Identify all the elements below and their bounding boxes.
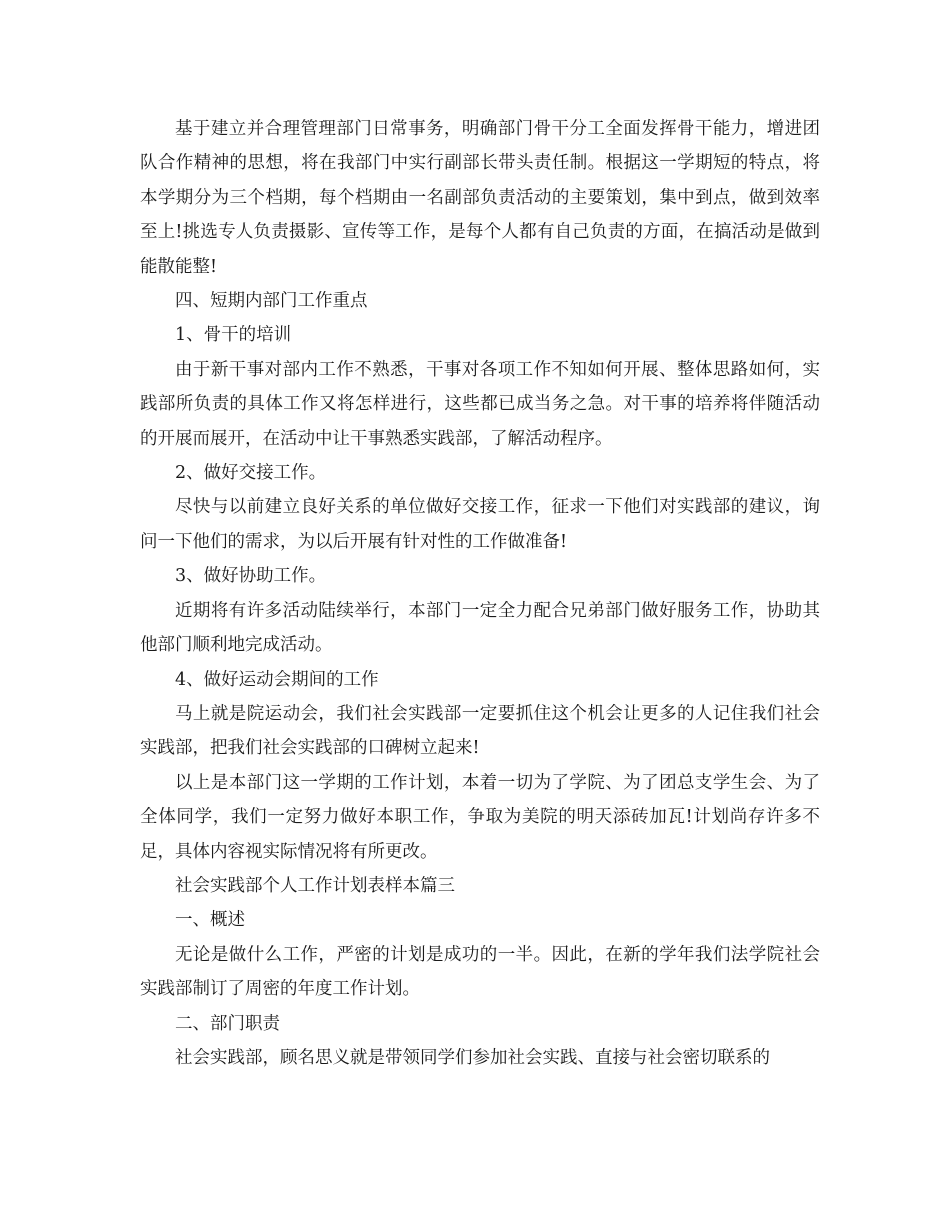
paragraph-conclusion: 以上是本部门这一学期的工作计划，本着一切为了学院、为了团总支学生会、为了全体同学，我们一定努力做好本职工作，争取为美院的明天添砖加瓦!计划尚存许多不足，具体内容视实际情况将有所更改。 <box>140 772 820 862</box>
paragraph-backbone-training: 由于新干事对部内工作不熟悉，干事对各项工作不知如何开展、整体思路如何，实践部所负责的具体工作又将怎样进行，这些都已成当务之急。对干事的培养将伴随活动的开展而展开，在活动中让干事熟悉实践部，了解活动程序。 <box>140 359 820 449</box>
subheading-backbone-training: 1、骨干的培训 <box>175 325 292 346</box>
paragraph-department-duties: 社会实践部，顾名思义就是带领同学们参加社会实践、直接与社会密切联系的 <box>175 1047 770 1068</box>
heading-department-duties: 二、部门职责 <box>175 1013 280 1034</box>
paragraph-handover: 尽快与以前建立良好关系的单位做好交接工作，征求一下他们对实践部的建议，询问一下他们的需求，为以后开展有针对性的工作做准备! <box>140 497 820 552</box>
subheading-sports-meet: 4、做好运动会期间的工作 <box>175 669 379 690</box>
paragraph-responsibility-system: 基于建立并合理管理部门日常事务，明确部门骨干分工全面发挥骨干能力，增进团队合作精神的思想，将在我部门中实行副部长带头责任制。根据这一学期短的特点，将本学期分为三个档期，每个档期由一名副部负责活动的主要策划，集中到点，做到效率至上!挑选专人负责摄影、宣传等工作，是每个人都有自己负责的方面，在搞活动是做到能散能整! <box>140 119 820 277</box>
paragraph-sports-meet: 马上就是院运动会，我们社会实践部一定要抓住这个机会让更多的人记住我们社会实践部，把我们社会实践部的口碑树立起来! <box>140 703 820 759</box>
section-title-part-three: 社会实践部个人工作计划表样本篇三 <box>175 875 455 896</box>
paragraph-assistance: 近期将有许多活动陆续举行，本部门一定全力配合兄弟部门做好服务工作，协助其他部门顺利地完成活动。 <box>140 600 820 656</box>
paragraph-overview: 无论是做什么工作，严密的计划是成功的一半。因此，在新的学年我们法学院社会实践部制订了周密的年度工作计划。 <box>140 944 820 1000</box>
subheading-assistance: 3、做好协助工作。 <box>175 566 327 587</box>
subheading-handover: 2、做好交接工作。 <box>175 463 327 484</box>
document-body <box>140 112 820 1075</box>
heading-short-term-focus: 四、短期内部门工作重点 <box>175 291 368 312</box>
heading-overview: 一、概述 <box>175 910 245 931</box>
